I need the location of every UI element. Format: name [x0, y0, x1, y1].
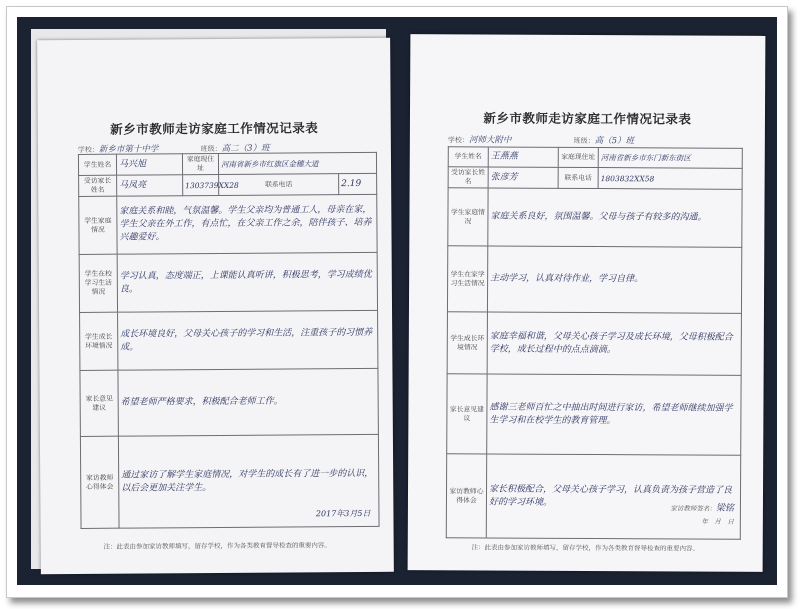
right-home-address-label: 家庭现住址 — [558, 147, 598, 167]
left-student-name-value: 马兴旭 — [116, 154, 182, 175]
left-phone-value: 1303739XX28 — [183, 174, 219, 195]
left-home-situation-value: 家庭关系和睦，气氛温馨。学生父亲均为普通工人，母亲在家，学生父亲在外工作，有点忙，在父亲工作之余，陪伴孩子、培养兴趣爱好。 — [117, 194, 377, 254]
left-student-name-label: 学生姓名 — [78, 154, 116, 175]
right-parent-name-value: 张彦芳 — [488, 167, 558, 188]
left-parent-name-value: 马凤亮 — [117, 175, 183, 196]
left-phone-label: 联系电话 — [219, 174, 339, 196]
left-footer-note: 注：此表由参加家访教师填写，留存学校，作为各类教育督导检查的重要内容。 — [103, 541, 331, 551]
right-school-label: 学校： — [447, 136, 469, 145]
left-growth-env-value: 成长环境良好，父母关心孩子的学习和生活，注重孩子的习惯养成。 — [118, 310, 378, 370]
right-footer-note: 注：此表由参加家访教师填写，留存学校，作为各类教育督导检查的重要内容。 — [471, 543, 699, 553]
right-signature-value: 梁铭 — [715, 503, 734, 514]
right-parent-advice-label: 家长意见建议 — [447, 374, 487, 454]
right-school-value: 河师大附中 — [468, 135, 512, 146]
right-signature-block — [670, 502, 734, 528]
left-record-sheet — [37, 38, 394, 574]
right-parent-name-label: 受访家长姓名 — [448, 167, 488, 188]
left-teacher-note-label: 家访教师心得体会 — [80, 436, 119, 528]
left-class-value: 高二（3）班 — [221, 143, 270, 154]
right-school-performance-label: 学生在家学习生活情况 — [447, 246, 487, 312]
left-school-performance-value: 学习认真，态度端正，上课能认真听讲，积极思考，学习成绩优良。 — [117, 252, 377, 312]
right-parent-advice-value: 感谢三老师百忙之中抽出时间进行家访，希望老师继续加强学生学习和在校学生的教育管理。 — [487, 374, 741, 455]
left-home-address-value: 河南省新乡市红旗区金穗大道 — [218, 152, 376, 174]
right-growth-env-label: 学生成长环境情况 — [447, 312, 487, 374]
right-phone-value: 1803832XX58 — [598, 168, 742, 190]
left-parent-name-label: 受访家长姓名 — [79, 175, 117, 196]
left-sheet-title: 新乡市教师走访家庭工作情况记录表 — [110, 120, 319, 137]
right-home-situation-value: 家庭关系良好，氛围温馨。父母与孩子有较多的沟通。 — [488, 188, 742, 247]
left-school-label: 学校： — [77, 145, 99, 154]
right-teacher-note-value: 家长积极配合，父母关心孩子学习，认真负责为孩子营造了良好的学习环境。 — [488, 483, 733, 508]
right-school-performance-value: 主动学习，认真对待作业，学习自律。 — [487, 246, 741, 313]
right-record-table — [446, 146, 743, 540]
left-parent-advice-label: 家长意见建议 — [80, 370, 118, 436]
right-home-situation-label: 学生家庭情况 — [448, 188, 488, 246]
left-school-performance-label: 学生在校学习生活情况 — [79, 254, 117, 312]
right-student-name-value: 王燕燕 — [488, 147, 558, 167]
right-student-name-label: 学生姓名 — [448, 147, 488, 167]
left-class-label: 班级： — [200, 144, 222, 154]
left-home-situation-label: 学生家庭情况 — [79, 196, 117, 254]
left-visit-date-value: 2.19 — [339, 173, 377, 194]
left-teacher-note-cell — [118, 434, 379, 528]
right-home-address-value: 河南省新乡市东门新东街区 — [598, 148, 742, 169]
left-parent-advice-value: 希望老师严格要求，积极配合老师工作。 — [118, 368, 378, 436]
right-class-value: 高（5）班 — [594, 136, 635, 147]
left-school-value: 新乡市第十中学 — [98, 144, 159, 155]
right-sheet-title: 新乡市教师走访家庭工作情况记录表 — [483, 110, 692, 127]
right-date-label: 年 月 日 — [701, 517, 734, 526]
document-photo — [17, 17, 777, 585]
right-teacher-note-label: 家访教师心得体会 — [446, 454, 486, 538]
right-signature-label: 家访教师签名： — [670, 504, 716, 513]
photo-frame — [6, 6, 788, 598]
right-class-label: 班级： — [573, 136, 595, 146]
left-home-address-label: 家庭现住址 — [182, 153, 218, 174]
right-record-sheet — [408, 34, 766, 572]
left-record-table — [78, 152, 380, 529]
left-growth-env-label: 学生成长环境情况 — [80, 312, 118, 370]
left-signature-value: 2017年3月5日 — [315, 508, 371, 519]
left-teacher-note-value: 通过家访了解学生家庭情况，对学生的成长有了进一步的认识，以后会更加关注学生。 — [121, 468, 374, 494]
right-growth-env-value: 家庭幸福和谐，父母关心孩子学习及成长环境，父母积极配合学校，成长过程中的点点滴滴。 — [487, 312, 741, 375]
right-teacher-note-cell — [486, 454, 740, 539]
right-phone-label: 联系电话 — [558, 167, 598, 188]
